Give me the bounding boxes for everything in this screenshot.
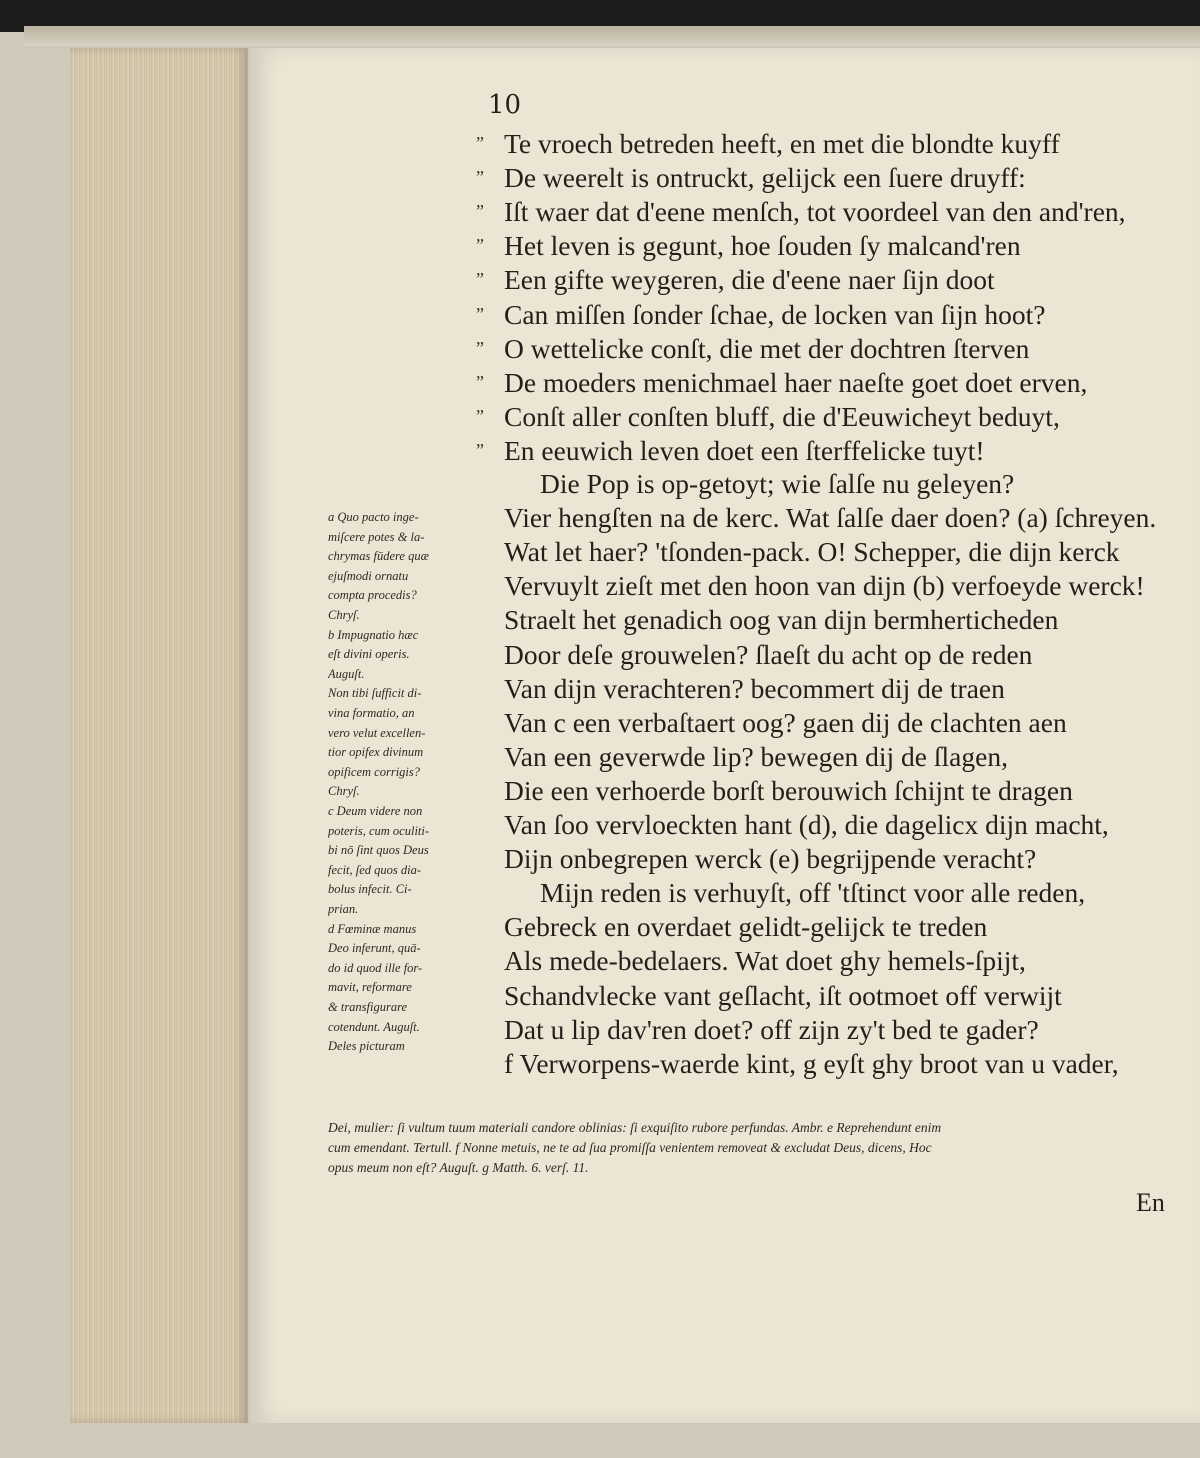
quote-mark: ” xyxy=(476,405,484,426)
footnote-line: cum emendant. Tertull. f Nonne metuis, ne te ad ſua promiſſa venientem removeat & excludat Deus, dicens, Hoc xyxy=(328,1140,932,1155)
verse-text: Van c een verbaſtaert oog? gaen dij de clachten aen xyxy=(504,706,1067,738)
page-stack-edge xyxy=(70,48,248,1423)
verse-text: Het leven is gegunt, hoe ſouden ſy malcand'ren xyxy=(504,230,1021,262)
margin-note-line: compta procedis? xyxy=(328,588,417,603)
margin-note-line: mavit, reformare xyxy=(328,980,412,995)
verse-text: De moeders menichmael haer naeſte goet doet erven, xyxy=(504,366,1088,398)
verse-text: Te vroech betreden heeft, en met die blondte kuyff xyxy=(504,128,1060,159)
verse-text: Iſt waer dat d'eene menſch, tot voordeel van den and'ren, xyxy=(504,196,1126,228)
cover-bottom-edge xyxy=(0,1423,1200,1458)
verse-line xyxy=(476,910,1198,944)
verse-line xyxy=(476,228,1198,263)
verse-text: De weerelt is ontruckt, gelijck een ſuere druyff: xyxy=(504,162,1026,194)
verse-line xyxy=(476,603,1198,637)
verse-line xyxy=(476,160,1198,195)
quote-mark: ” xyxy=(476,167,484,188)
verse-text: f Verworpens-waerde kint, g eyſt ghy broot van u vader, xyxy=(504,1047,1119,1079)
verse-line xyxy=(476,706,1198,740)
margin-note-line: ejuſmodi ornatu xyxy=(328,568,409,583)
verse-text: Een gifte weygeren, die d'eene naer ſijn doot xyxy=(504,264,995,296)
margin-note-line: Chryſ. xyxy=(328,608,360,622)
verse-line xyxy=(476,876,1198,910)
quote-mark: ” xyxy=(476,269,484,290)
margin-note-line: bolus infecit. Ci- xyxy=(328,882,412,897)
margin-note-line: bi nō ſint quos Deus xyxy=(328,843,429,858)
margin-note-line: Deles picturam xyxy=(328,1039,405,1054)
verse-line xyxy=(476,740,1198,774)
verse-text: Gebreck en overdaet gelidt-gelijck te treden xyxy=(504,911,988,943)
verse-text: Schandvlecke vant geſlacht, iſt ootmoet off verwijt xyxy=(504,979,1062,1011)
verse-line xyxy=(476,842,1198,876)
margin-note-line: opificem corrigis? xyxy=(328,764,421,779)
cover-top-edge xyxy=(24,26,1200,46)
margin-note-line: tior opifex divinum xyxy=(328,745,424,760)
margin-note-line: poteris, cum oculiti- xyxy=(328,823,430,838)
verse-text: Dat u lip dav'ren doet? off zijn zy't bed te gader? xyxy=(504,1013,1039,1045)
verse-line xyxy=(476,535,1198,569)
verse-text: Wat let haer? 'tſonden-pack. O! Schepper, die dijn kerck xyxy=(504,536,1120,568)
verse-line xyxy=(476,808,1198,842)
verse-line xyxy=(476,672,1198,706)
verse-line xyxy=(476,979,1198,1013)
catchword: En xyxy=(1136,1188,1165,1217)
verse-text: Mijn reden is verhuyſt, off 'tſtinct voor alle reden, xyxy=(540,877,1086,909)
verse-line xyxy=(476,944,1198,978)
quote-mark: ” xyxy=(476,439,484,460)
margin-note-line: c Deum videre non xyxy=(328,804,423,818)
margin-note-line: Non tibi ſufficit di- xyxy=(328,686,422,701)
verse-text: O wettelicke conſt, die met der dochtren ſterven xyxy=(504,332,1030,364)
verse-line xyxy=(476,194,1198,229)
verse-line xyxy=(476,433,1198,468)
verse-text: Straelt het genadich oog van dijn bermherticheden xyxy=(504,604,1059,636)
book-page xyxy=(250,48,1200,1423)
margin-note-line: miſcere potes & la- xyxy=(328,529,425,544)
verse-text: Die Pop is op-getoyt; wie ſalſe nu geleyen? xyxy=(540,468,1015,499)
margin-note-line: eſt divini operis. xyxy=(328,647,410,662)
verse-text: Van een geverwde lip? bewegen dij de ſlagen, xyxy=(504,740,1008,772)
verse-text: Van dijn verachteren? becommert dij de traen xyxy=(504,672,1005,704)
margin-note-line: prian. xyxy=(328,902,359,916)
verse-line xyxy=(476,1013,1198,1047)
footnote-line: opus meum non eſt? Auguſt. g Matth. 6. verſ. 11. xyxy=(328,1160,589,1175)
verse-line xyxy=(476,126,1198,161)
margin-note-line: Auguſt. xyxy=(328,666,365,681)
page-number: 10 xyxy=(488,90,522,120)
quote-mark: ” xyxy=(476,133,484,153)
quote-mark: ” xyxy=(476,303,484,324)
verse-line xyxy=(476,399,1198,434)
verse-text: Dijn onbegrepen werck (e) begrijpende veracht? xyxy=(504,843,1037,875)
margin-note-line: d Fœminæ manus xyxy=(328,921,417,936)
verse-line xyxy=(476,501,1198,535)
footnote-line: Dei, mulier: ſi vultum tuum materiali candore oblinias: ſi exquiſito rubore perfundas. Ambr. e Reprehendunt enim xyxy=(328,1120,942,1135)
verse-text: Die een verhoerde borſt berouwich ſchijnt te dragen xyxy=(504,774,1073,806)
margin-note-line: vero velut excellen- xyxy=(328,725,426,740)
margin-note-line: b Impugnatio hæc xyxy=(328,627,419,642)
verse-line xyxy=(476,467,1198,501)
verse-line xyxy=(476,774,1198,808)
margin-note-line: a Quo pacto inge- xyxy=(328,510,419,524)
margin-note-line: fecit, ſed quos dia- xyxy=(328,862,422,877)
verse-text: Van ſoo vervloeckten hant (d), die dagelicx dijn macht, xyxy=(504,809,1109,840)
margin-note-line: Deo inferunt, quā- xyxy=(328,941,421,956)
verse-text: En eeuwich leven doet een ſterffelicke tuyt! xyxy=(504,434,985,466)
margin-note-line: chrymas fūdere quæ xyxy=(328,549,429,564)
verse-line xyxy=(476,1047,1198,1081)
quote-mark: ” xyxy=(476,235,484,256)
verse-line xyxy=(476,262,1198,297)
margin-note-line: Chryſ. xyxy=(328,784,360,799)
margin-note-line: cotendunt. Auguſt. xyxy=(328,1019,420,1034)
verse-text: Conſt aller conſten bluff, die d'Eeuwicheyt beduyt, xyxy=(504,400,1060,432)
verse-text: Als mede-bedelaers. Wat doet ghy hemels-ſpijt, xyxy=(504,945,1026,977)
verse-text: Door deſe grouwelen? ſlaeſt du acht op de reden xyxy=(504,638,1033,670)
verse-line xyxy=(476,569,1198,603)
verse-line xyxy=(476,331,1198,366)
verse-text: Vier hengſten na de kerc. Wat ſalſe daer doen? (a) ſchreyen. xyxy=(504,502,1157,534)
verse-text: Can miſſen ſonder ſchae, de locken van ſijn hoot? xyxy=(504,298,1046,330)
verse-line xyxy=(476,638,1198,672)
quote-mark: ” xyxy=(476,337,484,358)
verse-text: Vervuylt zieſt met den hoon van dijn (b) verfoeyde werck! xyxy=(504,570,1145,602)
margin-note-line: vina formatio, an xyxy=(328,706,415,720)
verse-line xyxy=(476,365,1198,400)
margin-note-line: & transfigurare xyxy=(328,1000,408,1014)
margin-note-line: do id quod ille for- xyxy=(328,960,423,975)
quote-mark: ” xyxy=(476,371,484,392)
quote-mark: ” xyxy=(476,201,484,222)
verse-line xyxy=(476,297,1198,332)
